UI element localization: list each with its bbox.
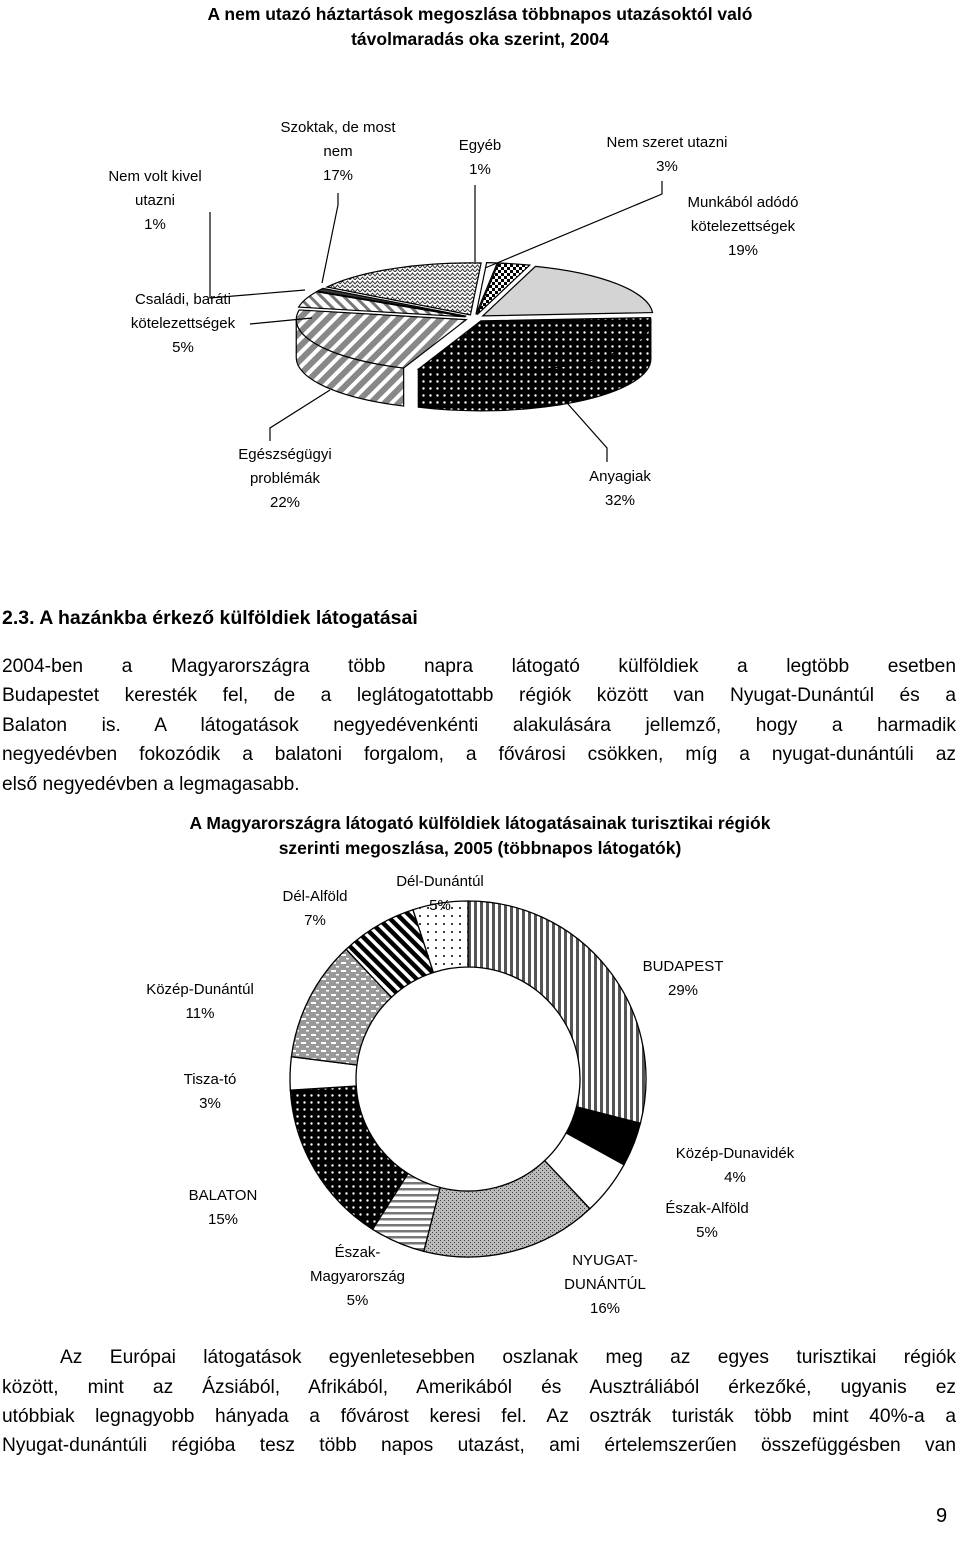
chart2-title-line1: A Magyarországra látogató külföldiek látogatásainak turisztikai régiók xyxy=(189,813,771,833)
label-nyugat-dunantul: NYUGAT- DUNÁNTÚL 16% xyxy=(564,1252,646,1317)
label-del-alfold: Dél-Alföld 7% xyxy=(282,888,348,929)
paragraph-line: között, mint az Ázsiából, Afrikából, Amerikából és Ausztráliából érkezőké, ugyanis ez xyxy=(2,1377,956,1398)
label-egyeb: Egyéb 1% xyxy=(458,137,502,178)
label-munkabol: Munkából adódó kötelezettségek 19% xyxy=(687,194,799,259)
label-szoktak: Szoktak, de most nem 17% xyxy=(280,119,396,184)
label-tisza-to: Tisza-tó 3% xyxy=(183,1071,237,1112)
chart2-title xyxy=(80,811,880,861)
paragraph-line: első negyedévben a legmagasabb. xyxy=(2,774,300,795)
page-number: 9 xyxy=(936,1505,948,1527)
paragraph-line: Budapestet keresték fel, de a leglátogatottabb régiók között van Nyugat-Dunántúl és a xyxy=(2,685,956,706)
leader-line xyxy=(322,193,338,283)
label-eszak-magyarorszag: Észak- Magyarország 5% xyxy=(309,1244,406,1309)
label-anyagiak: Anyagiak 32% xyxy=(589,468,651,509)
chart2-donut xyxy=(290,901,646,1257)
chart1-pie xyxy=(296,263,652,411)
paragraph-line: Balaton is. A látogatások negyedévenkénti alakulására jellemző, hogy a harmadik xyxy=(2,715,956,736)
label-nem-volt-kivel: Nem volt kivel utazni 1% xyxy=(108,168,202,233)
label-kozep-dunavidek: Közép-Dunavidék 4% xyxy=(675,1145,795,1186)
section-heading: 2.3. A hazánkba érkező külföldiek látogatásai xyxy=(2,607,418,629)
paragraph-line: negyedévben fokozódik a balatoni forgalom, a fővárosi csökken, míg a nyugat-dunántúli az xyxy=(2,744,956,765)
leader-line xyxy=(560,395,607,462)
label-eszak-alfold: Észak-Alföld 5% xyxy=(665,1200,749,1241)
paragraph-line: utóbbiak legnagyobb hányada a fővárost keresi fel. Az osztrák turisták több mint 40%-a a xyxy=(2,1406,956,1427)
paragraph-line: 2004-ben a Magyarországra több napra látogató külföldiek a legtöbb esetben xyxy=(2,656,956,677)
chart1-title-line2: távolmaradás oka szerint, 2004 xyxy=(351,29,609,49)
label-egeszsegugyi: Egészségügyi problémák 22% xyxy=(238,446,332,511)
leader-line xyxy=(210,212,305,298)
paragraph-line: Az Európai látogatások egyenletesebben oszlanak meg az egyes turisztikai régiók xyxy=(60,1347,956,1368)
leader-line xyxy=(270,390,330,441)
label-nem-szeret: Nem szeret utazni 3% xyxy=(606,134,728,175)
label-csaladi: Családi, baráti kötelezettségek 5% xyxy=(130,291,236,356)
label-del-dunantul: Dél-Dunántúl 5% xyxy=(396,873,484,914)
label-budapest: BUDAPEST 29% xyxy=(642,958,724,999)
chart2-title-line2: szerinti megoszlása, 2005 (többnapos látogatók) xyxy=(278,838,682,858)
donut-slice-budapest xyxy=(468,901,646,1123)
chart1-title-line1: A nem utazó háztartások megoszlása többnapos utazásoktól való xyxy=(207,4,753,24)
label-balaton: BALATON 15% xyxy=(188,1187,258,1228)
paragraph-line: Nyugat-dunántúli régióba tesz több napos utazást, ami értelemszerűen összefüggésben van xyxy=(2,1435,956,1456)
leader-line xyxy=(485,181,662,268)
label-kozep-dunantul: Közép-Dunántúl 11% xyxy=(146,981,254,1022)
